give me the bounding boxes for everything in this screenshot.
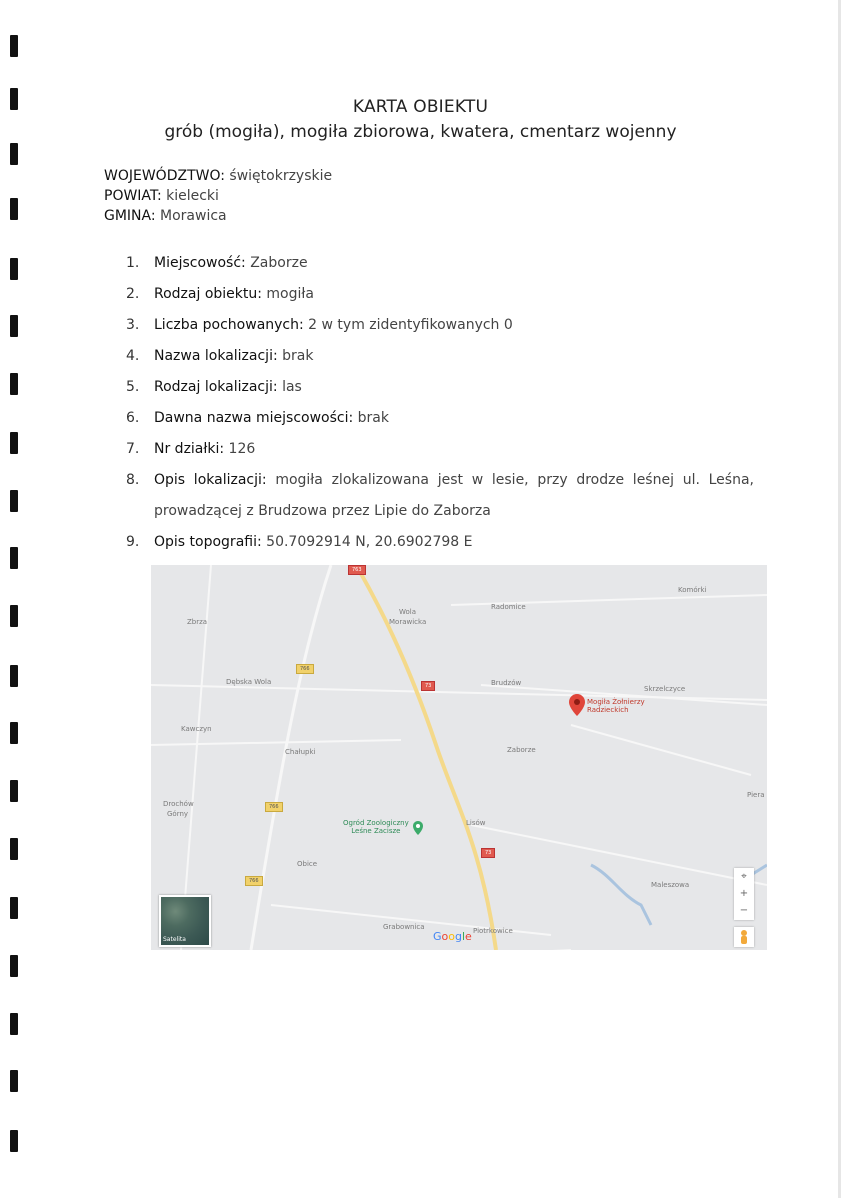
item-value: mogiła [266,286,314,302]
binder-hole [10,258,18,280]
binder-hole [10,143,18,165]
location-map[interactable] [151,565,767,950]
street-view-pegman-icon[interactable] [734,927,754,947]
page-title: KARTA OBIEKTU [352,97,489,117]
map-place-label: Zbrza [187,618,208,626]
item-value: brak [357,410,389,426]
item-number: 6. [126,410,140,426]
zoom-controls [734,868,754,920]
compass-icon[interactable]: ⌖ [741,871,747,882]
map-pin-label[interactable] [587,698,645,714]
satellite-label: Satelita [163,936,186,943]
item-number: 4. [126,348,140,364]
binder-hole [10,722,18,744]
google-logo-letter: o [448,930,455,943]
item-label: Liczba pochowanych: [154,317,304,333]
item-label: Rodzaj obiektu: [154,286,262,302]
item-value: 2 w tym zidentyfikowanych 0 [308,317,513,333]
item-label: Dawna nazwa miejscowości: [154,410,354,426]
google-logo-letter: g [455,930,462,943]
map-pin-label-line: Mogiła Żołnierzy [587,698,645,706]
binder-hole [10,955,18,977]
google-logo-letter: o [441,930,449,943]
item-number: 1. [126,255,140,271]
map-place-label: Zaborze [507,746,536,754]
map-place-label: Brudzów [491,679,522,687]
gmina-row [104,206,332,226]
page-subtitle: grób (mogiła), mogiła zbiorowa, kwatera, cmentarz wojenny [164,122,677,142]
map-place-label: Piotrkowice [473,927,513,935]
binder-hole [10,838,18,860]
google-logo-letter: l [461,930,466,943]
map-place-label: Drochów [163,800,194,808]
binder-hole [10,432,18,454]
map-place-label: Chałupki [285,748,316,756]
binder-hole [10,35,18,57]
list-item [126,527,754,558]
wojewodztwo-row [104,166,332,186]
list-item [126,372,754,403]
binder-hole [10,897,18,919]
map-place-label: Skrzelczyce [644,685,686,693]
road-number-badge: 73 [421,681,435,691]
item-number: 5. [126,379,140,395]
item-number: 2. [126,286,140,302]
map-place-label: Wola [399,608,417,616]
map-place-label: Lisów [466,819,486,827]
binder-hole [10,780,18,802]
google-logo-letter: e [465,930,472,943]
item-label: Nr działki: [154,441,225,457]
map-place-label: Komórki [678,586,707,594]
item-number: 9. [126,534,140,550]
binder-hole [10,198,18,220]
item-value: 126 [228,441,256,457]
item-number: 3. [126,317,140,333]
road-number-badge: 766 [296,664,314,674]
item-label: Opis lokalizacji: [154,472,267,488]
item-number: 7. [126,441,140,457]
list-item [126,434,754,465]
road-number-badge: 766 [245,876,263,886]
binder-hole [10,605,18,627]
binder-hole [10,490,18,512]
item-value: las [282,379,302,395]
road-number-badge: 766 [265,802,283,812]
pegman-icon [734,927,754,947]
map-roads [151,565,767,950]
binder-hole [10,1070,18,1092]
road-number-badge: 763 [348,565,366,575]
map-place-label: Grabownica [383,923,425,931]
gmina-label: GMINA: [104,208,156,224]
map-place-label: Piera [747,791,765,799]
zoo-label[interactable] [343,819,409,835]
item-number: 8. [126,472,140,488]
binder-hole [10,373,18,395]
map-place-label: Kawczyn [181,725,212,733]
map-place-label: Obice [297,860,318,868]
map-place-label: Radomice [491,603,526,611]
road-number-badge: 73 [481,848,495,858]
powiat-label: POWIAT: [104,188,162,204]
item-value: 50.7092914 N, 20.6902798 E [266,534,473,550]
list-item [126,341,754,372]
item-label: Opis topografii: [154,534,262,550]
powiat-value: kielecki [166,188,219,204]
item-value: mogiła zlokalizowana jest w lesie, przy drodze leśnej ul. Leśna, prowadzącej z Brudzowa przez Lipie do Zaborza [154,472,754,519]
binder-hole [10,665,18,687]
item-value: brak [282,348,314,364]
list-item [126,403,754,434]
item-label: Rodzaj lokalizacji: [154,379,278,395]
map-pin-label-line: Radzieckich [587,706,629,714]
map-place-label: Dębska Wola [226,678,272,686]
satellite-toggle-button[interactable] [159,895,211,947]
zoom-out-button[interactable]: − [739,905,749,916]
wojewodztwo-value: świętokrzyskie [229,168,333,184]
list-item [126,310,754,341]
binder-hole [10,315,18,337]
gmina-value: Morawica [160,208,227,224]
zoom-in-button[interactable]: + [739,888,749,899]
map-place-label: Maleszowa [651,881,690,889]
google-logo-letter: G [433,930,442,943]
google-logo [433,930,472,943]
item-label: Miejscowość: [154,255,246,271]
administrative-info [104,166,332,226]
binder-hole [10,547,18,569]
item-value: Zaborze [250,255,308,271]
map-pin-icon[interactable] [569,694,585,716]
item-label: Nazwa lokalizacji: [154,348,278,364]
wojewodztwo-label: WOJEWÓDZTWO: [104,168,225,184]
list-item [126,248,754,279]
object-details-list [126,248,754,558]
list-item [126,279,754,310]
zoo-pin-icon[interactable] [413,821,423,835]
binder-hole [10,1013,18,1035]
binder-hole [10,1130,18,1152]
list-item [126,465,754,527]
powiat-row [104,186,332,206]
zoo-label-line: Ogród Zoologiczny [343,819,409,827]
map-place-label: Górny [167,810,189,818]
map-place-label: Morawicka [389,618,427,626]
zoo-label-line: Leśne Zacisze [351,827,401,835]
